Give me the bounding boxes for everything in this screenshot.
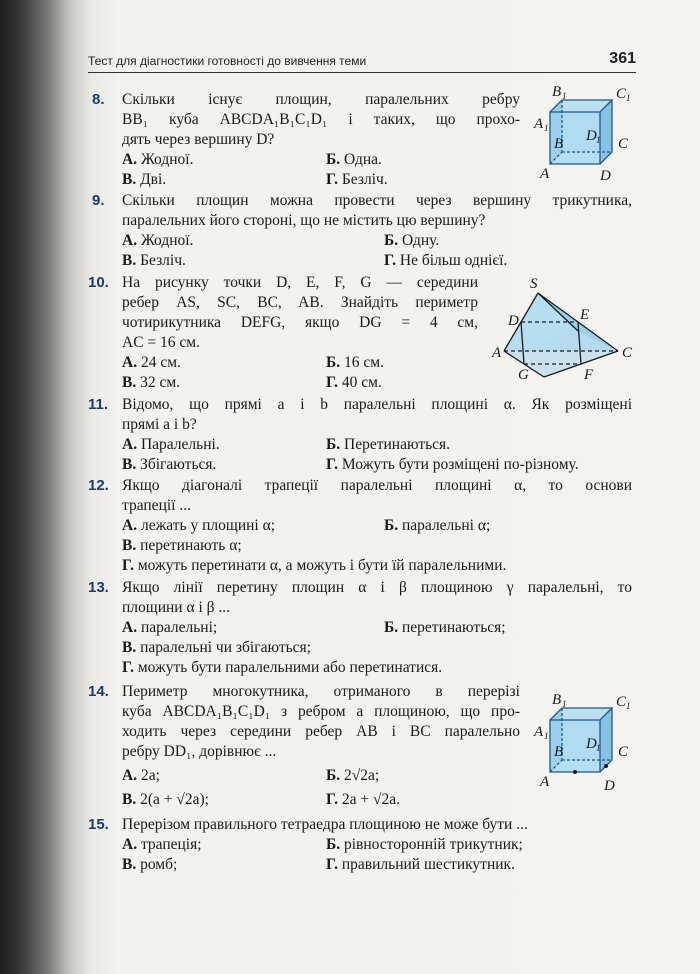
answer-option-v: В. ромб; xyxy=(122,856,178,873)
label-b1: B xyxy=(552,692,562,708)
label-b: B xyxy=(554,744,564,760)
answer-option-v: В. перетинають α; xyxy=(122,537,242,554)
answer-option-v: В. Дві. xyxy=(122,171,167,188)
label-b1: B xyxy=(552,84,562,100)
question-text-line: куба ABCDA₁B₁C₁D₁ з ребром a площиною, що про- xyxy=(122,703,520,720)
label-c1: C xyxy=(616,86,627,102)
answer-option-g: Г. Не більш однієї. xyxy=(384,252,508,269)
question-text-line: Відомо, що прямі a і b паралельні площині α. Як розміщені xyxy=(122,396,632,413)
answer-option-v: В. 2(a + √2a); xyxy=(122,791,209,808)
answer-option-v: В. Збігаються. xyxy=(122,456,217,473)
cube-figure-q14 xyxy=(530,690,640,794)
question-text-line: Скільки існує площин, паралельних ребру xyxy=(122,91,520,108)
answer-option-g: Г. Можуть бути розміщені по-різному. xyxy=(326,456,579,473)
answer-option-g: Г. Безліч. xyxy=(326,171,388,188)
label-d: D xyxy=(604,778,615,794)
pyramid-figure-q10 xyxy=(488,275,638,395)
label-a1: A xyxy=(534,116,544,132)
label-c: C xyxy=(618,136,629,152)
answer-option-b: Б. Одну. xyxy=(384,232,440,249)
label-a: A xyxy=(540,774,550,790)
answer-option-a: А. паралельні; xyxy=(122,619,218,636)
answer-option-v: В. паралельні чи збігаються; xyxy=(122,639,311,656)
question-number: 11. xyxy=(88,396,109,413)
label-g: G xyxy=(518,367,529,383)
question-number: 9. xyxy=(92,192,105,209)
answer-option-g: Г. 40 см. xyxy=(326,374,382,391)
answer-option-a: А. Жодної. xyxy=(122,232,194,249)
answer-option-b: Б. Перетинаються. xyxy=(326,436,451,453)
answer-option-b: Б. Одна. xyxy=(326,151,382,168)
question-text-line: Якщо діагоналі трапеції паралельні площині α, то основи xyxy=(122,477,632,494)
answer-option-a: А. трапеція; xyxy=(122,836,202,853)
svg-text:1: 1 xyxy=(596,135,601,145)
question-text-line: Скільки площин можна провести через вершину трикутника, xyxy=(122,192,632,209)
label-d: D xyxy=(508,313,519,329)
question-text-line: чотирикутника DEFG, якщо DG = 4 см, xyxy=(122,314,478,331)
question-text-line: прямі a і b? xyxy=(122,416,197,433)
question-text-line: Периметр многокутника, отриманого в перерізі xyxy=(122,683,520,700)
answer-option-b: Б. паралельні α; xyxy=(384,517,491,534)
question-text-line: ребру DD₁, дорівнює ... xyxy=(122,743,277,760)
question-number: 8. xyxy=(92,91,105,108)
question-text-line: На рисунку точки D, E, F, G — середини xyxy=(122,274,478,291)
question-text-line: трапеції ... xyxy=(122,497,191,514)
question-text-line: Якщо лінії перетину площин α і β площиною γ паралельні, то xyxy=(122,579,632,596)
svg-text:1: 1 xyxy=(596,743,601,753)
label-d: D xyxy=(600,168,611,184)
question-number: 14. xyxy=(88,683,109,700)
label-c: C xyxy=(618,744,629,760)
label-a1: A xyxy=(534,724,544,740)
page-header xyxy=(88,50,636,73)
question-number: 15. xyxy=(88,816,109,833)
answer-option-b: Б. 16 см. xyxy=(326,354,384,371)
svg-text:1: 1 xyxy=(544,123,549,133)
page-number: 361 xyxy=(609,50,636,67)
answer-option-b: Б. 2√2a; xyxy=(326,767,380,784)
svg-text:1: 1 xyxy=(562,91,567,101)
question-number: 12. xyxy=(88,477,109,494)
svg-text:1: 1 xyxy=(626,93,631,103)
question-number: 10. xyxy=(88,274,109,291)
question-text-line: AC = 16 см. xyxy=(122,334,200,351)
svg-text:1: 1 xyxy=(562,699,567,709)
svg-text:1: 1 xyxy=(626,701,631,711)
question-text-line: дять через вершину D? xyxy=(122,131,275,148)
answer-option-g: Г. 2a + √2a. xyxy=(326,791,401,808)
question-text-line: ходить через середини ребер AB і BC паралельно xyxy=(122,723,520,740)
label-e: E xyxy=(580,307,590,323)
label-a: A xyxy=(540,166,550,182)
answer-option-b: Б. перетинаються; xyxy=(384,619,506,636)
answer-option-v: В. Безліч. xyxy=(122,252,186,269)
label-b: B xyxy=(554,136,564,152)
answer-option-a: А. 2a; xyxy=(122,767,160,784)
question-number: 13. xyxy=(88,579,109,596)
label-c: C xyxy=(622,345,633,361)
header-title: Тест для діагностики готовності до вивчення теми xyxy=(88,54,367,68)
label-s: S xyxy=(530,276,538,292)
cube-figure-q8 xyxy=(530,82,640,186)
answer-option-v: В. 32 см. xyxy=(122,374,181,391)
label-d1: D xyxy=(586,736,597,752)
label-a: A xyxy=(492,345,502,361)
answer-option-b: Б. рівносторонній трикутник; xyxy=(326,836,523,853)
answer-option-a: А. лежать у площині α; xyxy=(122,517,276,534)
answer-option-g: Г. можуть бути паралельними або перетинатися. xyxy=(122,659,443,676)
svg-text:1: 1 xyxy=(544,731,549,741)
answer-option-a: А. Паралельні. xyxy=(122,436,220,453)
label-d1: D xyxy=(586,128,597,144)
answer-option-a: А. Жодної. xyxy=(122,151,194,168)
question-text-line: BB₁ куба ABCDA₁B₁C₁D₁ і таких, що прохо- xyxy=(122,111,520,128)
answer-option-g: Г. можуть перетинати α, а можуть і бути їй паралельними. xyxy=(122,557,507,574)
question-text-line: паралельних його стороні, що не містить цю вершину? xyxy=(122,212,486,229)
label-c1: C xyxy=(616,694,627,710)
question-text-line: Перерізом правильного тетраедра площиною не може бути ... xyxy=(122,816,528,833)
answer-option-g: Г. правильний шестикутник. xyxy=(326,856,515,873)
label-f: F xyxy=(584,367,594,383)
answer-option-a: А. 24 см. xyxy=(122,354,181,371)
question-text-line: площини α і β ... xyxy=(122,599,231,616)
question-text-line: ребер AS, SC, BC, AB. Знайдіть периметр xyxy=(122,294,478,311)
